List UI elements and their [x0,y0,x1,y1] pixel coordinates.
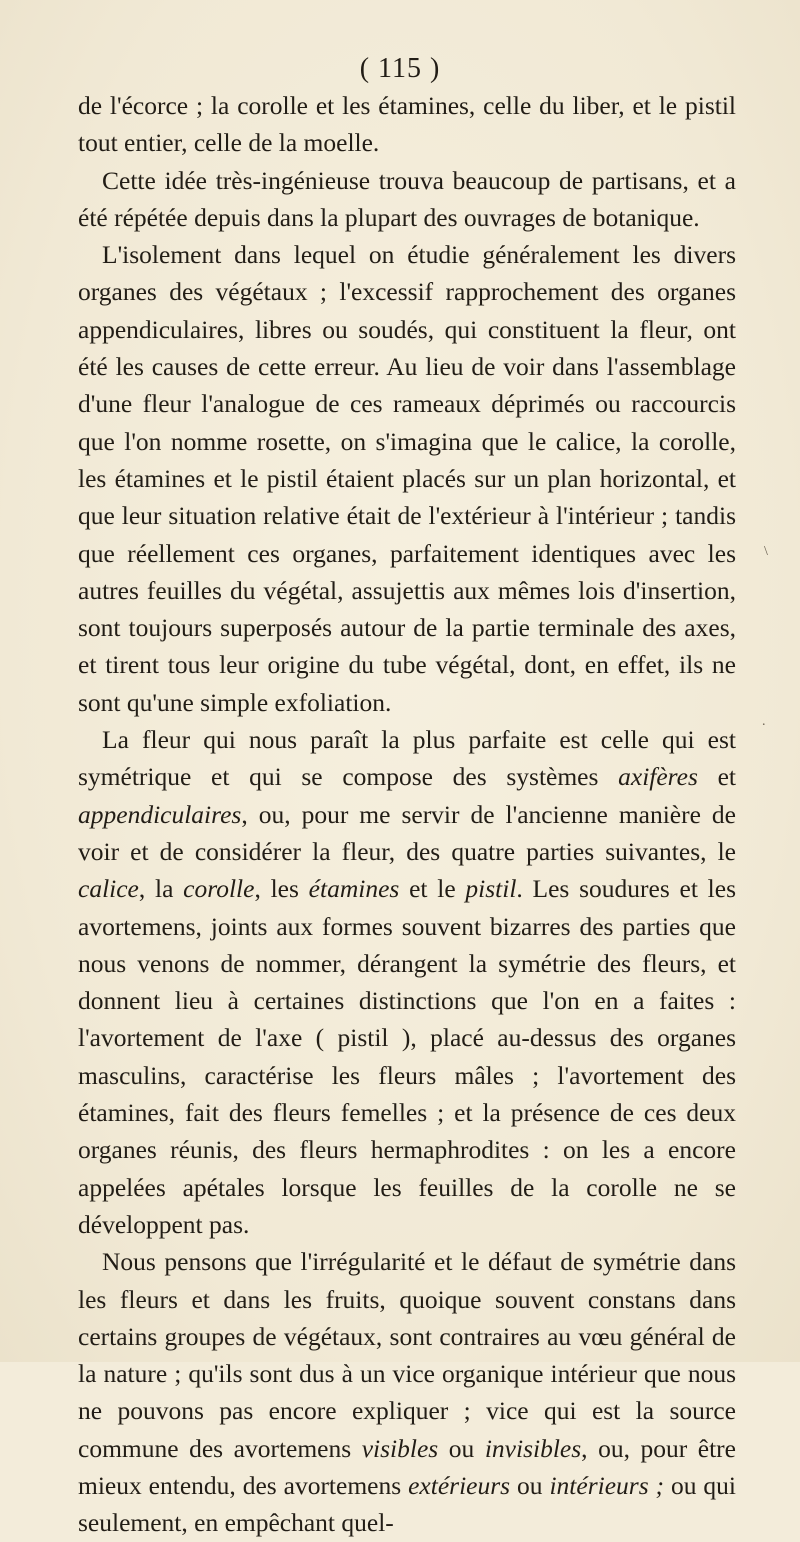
italic-term: invisibles [484,1433,582,1463]
text-run: de l'écorce ; la corolle et les étamines, celle du liber, et le pistil tout entier, celle de la moelle. [78,91,736,158]
page-number: ( 115 ) [359,53,441,84]
paragraph [78,162,736,237]
text-run: ou [438,1433,485,1463]
margin-mark: \ [764,544,768,559]
text-run: , la [138,874,184,904]
text-run: et [697,762,737,792]
text-run: Cette idée très-ingénieuse trouva beaucoup de partisans, et a été répétée depuis dans la plupart des ouvrages de botanique. [78,165,736,232]
paragraph [78,236,736,721]
text-run: ou qui seulement, en empêchant quel- [78,1470,736,1538]
text-run: L'isolement dans lequel on étudie généralement les divers organes des végétaux ; l'excessif rapprochement des organes appendiculaires, libres ou soudés, qui constituent la fleur, ont été les causes de cette erreur. Au lieu de voir dans l'assemblage d'une fleur l'analogue de ces rameaux déprimés ou raccourcis que l'on nomme rosette, on s'imagina que le calice, la corolle, les étamines et le pistil étaient placés sur un plan horizontal, et que leur situation relative était de l'extérieur à l'intérieur ; tandis que réellement ces organes, parfaitement identiques avec les autres feuilles du végétal, assujettis aux mêmes lois d'insertion, sont toujours superposés autour de la partie terminale des axes, et tirent tous leur origine du tube végétal, dont, en effet, ils ne sont qu'une simple exfoliation. [78,240,736,717]
italic-term: pistil [465,874,517,904]
italic-term: visibles [361,1433,439,1463]
text-run: , ou, pour me servir de l'ancienne manière de voir et de considérer la fleur, des quatre parties suivantes, le [78,799,736,866]
italic-term: étamines [308,874,400,904]
italic-term: appendiculaires [78,799,242,829]
text-run: La fleur qui nous paraît la plus parfaite est celle qui est symétrique et qui se compose des systèmes [78,725,736,792]
italic-term: axifères [618,762,698,792]
margin-speck: . [762,714,766,729]
text-run: Nous pensons que l'irrégularité et le défaut de symétrie dans les fleurs et dans les fruits, quoique souvent constans dans certains groupes de végétaux, sont contraires au vœu général de la nature ; qu'ils sont dus à un vice organique intérieur que nous ne pouvons pas encore expliquer ; vice qui est la source commune des avortemens [78,1247,736,1463]
text-run: , les [254,874,309,904]
paragraph [78,87,736,162]
body-text [78,87,736,1542]
text-run: ou [510,1470,550,1500]
italic-term: corolle [183,874,255,904]
italic-term: intérieurs ; [549,1470,665,1500]
text-run: et le [399,874,466,904]
text-run: . Les soudures et les avortemens, joints aux formes souvent bizarres des parties que nous venons de nommer, dérangent la symétrie des fleurs, et donnent lieu à certaines distinctions que l'on en a faites : l'avortement de l'axe ( pistil ), placé au-dessus des organes masculins, caractérise les fleurs mâles ; l'avortement des étamines, fait des fleurs femelles ; et la présence de ces deux organes réunis, des fleurs hermaphrodites : on les a encore appelées apétales lorsque les feuilles de la corolle ne se développent pas. [78,874,736,1239]
text-run: , ou, pour être mieux entendu, des avortemens [78,1433,736,1500]
paragraph [78,721,736,1243]
italic-term: calice [78,874,139,904]
italic-term: extérieurs [408,1470,511,1500]
paragraph [78,1243,736,1541]
